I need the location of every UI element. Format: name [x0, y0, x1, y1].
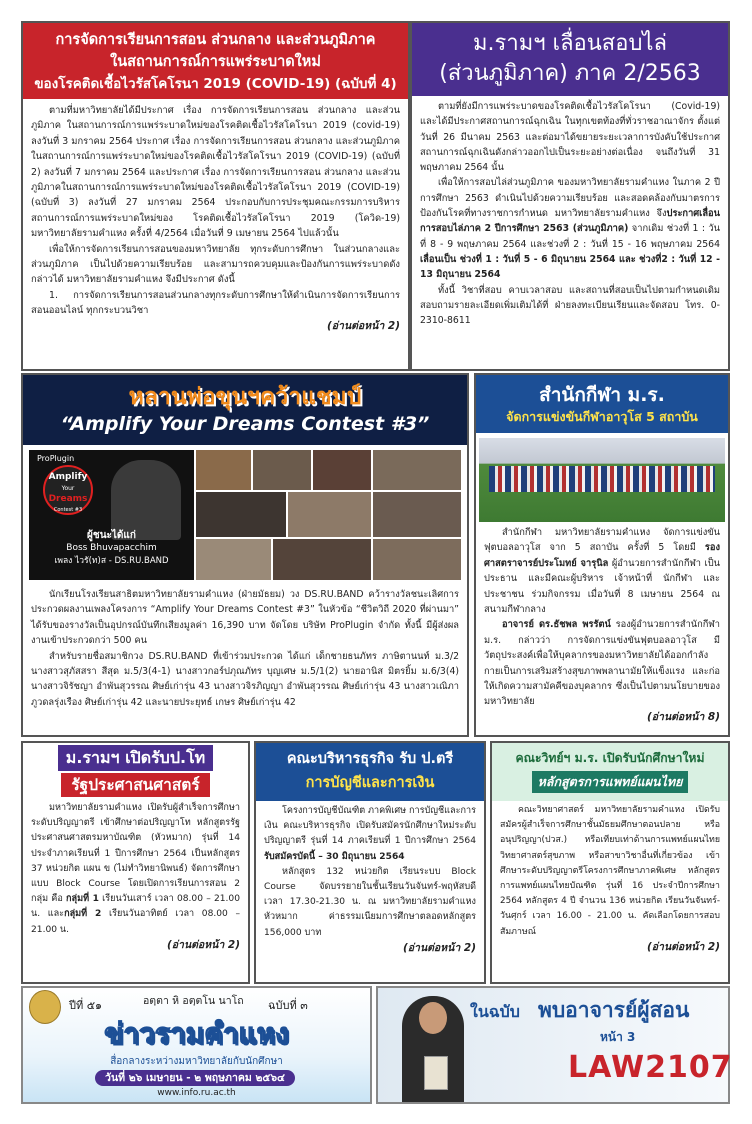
text-run: จากเดิม ช่วงที่ 1 : วันที่ 8 - 9 พฤษภาคม 2564 และช่วงที่ 2 : วันที่ 15 - 16 พฤษภาคม 2564	[420, 223, 720, 250]
article-covid-para-2: เพื่อให้การจัดการเรียนการสอนของมหาวิทยาลัย ทุกระดับการศึกษา ในส่วนกลางและส่วนภูมิภาค เป็นไปด้วยความเรียบร้อย และสามารถควบคุมและป้องกันการแพร่ระบาดดังกล่าวได้ มหาวิทยาลัยรามคำแหง จึงมีประกาศ ดังนี้	[31, 243, 400, 286]
article-public-admin-title-1: ม.รามฯ เปิดรับป.โท	[58, 745, 213, 771]
bold-run: เลื่อนเป็น ช่วงที่ 1 : วันที่ 5 - 6 มิถุนายน 2564 และ ช่วงที่2 : วันที่ 12 - 13 มิถุนายน 2564	[420, 253, 720, 281]
article-covid-para-1: ตามที่มหาวิทยาลัยได้มีประกาศ เรื่อง การจัดการเรียนการสอน ส่วนกลาง และส่วนภูมิภาค ในสถานการณ์การแพร่ระบาดใหม่ของโรคติดเชื้อไวรัสโคโรนา 2019 (covid-19) ลงวันที่ 3 มกราคม 2564 ประกาศ เรื่อง การจัดการเรียนการสอน ส่วนกลาง และส่วนภูมิภาคในสถานการณ์การแพร่ระบาดใหม่ของโรคติดเชื้อไวรัสโคโรนา 2019 (COVID-19) (ฉบับที่ 2) ลงวันที่ 7 มกราคม 2564 และประกาศ เรื่อง การจัดการเรียนการสอน ส่วนกลาง และส่วนภูมิภาคในสถานการณ์การแพร่ระบาดใหม่ของโรคติดเชื้อไวรัสโคโรนา 2019 (COVID-19) (ฉบับที่ 3) ลงวันที่ 27 มกราคม 2564 ประกอบกับการประชุมคณะกรรมการบริหารสถานการณ์การแพร่ระบาดใหม่ของ โรคติดเชื้อไวรัสโคโรนา 2019 (โควิด-19) มหาวิทยาลัยรามคำแหง ครั้งที่ 4/2564 เมื่อวันที่ 9 เมษายน 2564 ไปแล้วนั้น	[31, 105, 400, 240]
masthead-date: วันที่ ๒๖ เมษายน - ๒ พฤษภาคม ๒๕๖๔	[95, 1070, 295, 1086]
article-sports-para-2	[484, 617, 720, 709]
bold-run: ประกาศเลื่อนการสอบไล่ภาค 2 ปีการศึกษา 2563 (ส่วนภูมิภาค)	[420, 208, 720, 235]
poster-dreams: Dreams	[48, 494, 88, 504]
article-sports-header	[476, 375, 728, 433]
band-photo-3	[313, 450, 371, 490]
inside-course-code: LAW2107	[568, 1050, 733, 1085]
article-covid-title-1: การจัดการเรียนการสอน ส่วนกลาง และส่วนภูมิภาค	[55, 32, 376, 48]
band-photo-2	[253, 450, 311, 490]
article-business-title-2: การบัญชีและการเงิน	[305, 775, 435, 791]
article-public-admin	[21, 741, 250, 984]
band-photo-1	[196, 450, 251, 490]
text-run: มหาวิทยาลัยรามคำแหง เปิดรับผู้สำเร็จการศึกษาระดับปริญญาตรี เข้าศึกษาต่อปริญญาโท หลักสูตรรัฐประศาสนศาสตรมหาบัณฑิต (หัวหมาก) รุ่นที่ 14 ประจำภาคเรียนที่ 1 ปีการศึกษา 2564 เป็นหลักสูตร 37 หน่วยกิต แผน ข (ไม่ทำวิทยานิพนธ์) จัดการศึกษาแบบ Block Course โดยเปิดการเรียนการสอน 2 กลุ่ม คือ	[31, 803, 240, 905]
article-business-para-1	[264, 804, 476, 865]
band-photo-5	[196, 492, 286, 537]
bold-run: รับสมัครบัดนี้ – 30 มิถุนายน 2564	[264, 851, 405, 862]
article-public-admin-para-1	[31, 801, 240, 938]
bold-run: กลุ่มที่ 1	[66, 894, 99, 905]
masthead-web: www.info.ru.ac.th	[157, 1088, 236, 1098]
text-run: โครงการบัญชีบัณฑิต ภาคพิเศษ การบัญชีและการเงิน คณะบริหารธุรกิจ เปิดรับสมัครนักศึกษาใหม่ระดับปริญญาตรี รุ่นที่ 14 ภาคเรียนที่ 1 ปีการศึกษา 2564	[264, 806, 476, 847]
instructor-photo	[402, 996, 464, 1102]
article-public-admin-title-2: รัฐประศาสนศาสตร์	[61, 773, 209, 797]
band-photo-9	[273, 539, 371, 580]
instructor-book	[424, 1056, 448, 1090]
inside-label: ในฉบับ	[470, 1002, 520, 1021]
instructor-face	[419, 1002, 447, 1034]
continue-link[interactable]: (อ่านต่อหน้า 2)	[646, 940, 720, 953]
masthead-name: ข่าวรามคำแหง	[104, 1017, 289, 1050]
article-business	[254, 741, 486, 984]
article-covid-title-3: ของโรคติดเชื้อไวรัสโคโรนา 2019 (COVID-19) (ฉบับที่ 4)	[34, 76, 397, 92]
article-thai-medicine	[490, 741, 730, 984]
article-champion-para-1: นักเรียนโรงเรียนสาธิตมหาวิทยาลัยรามคำแหง (ฝ่ายมัธยม) วง DS.RU.BAND คว้ารางวัลชนะเลิศการประกวดผลงานเพลงโครงการ “Amplify Your Dreams Contest #3” ในหัวข้อ “ชีวิตวิถี 2020 ที่ผ่านมา” ได้รับของรางวัลเป็นอุปกรณ์บันทึกเสียงมูลค่า 16,390 บาท จัดโดย บริษัท ProPlugin จำกัด ทั้งนี้ มีผู้ส่งผลงานเข้าประกวดกว่า 500 คน	[31, 589, 459, 647]
text-run: เรียนวันเสาร์ เวลา 08.00 – 21.00 น. และ	[31, 894, 240, 920]
article-business-para-2: หลักสูตร 132 หน่วยกิต เรียนระบบ Block Course จัดบรรยายในชั้นเรียนวันจันทร์-พฤหัสบดี เวลา 17.30-21.30 น. ณ มหาวิทยาลัยรามคำแหง หัวหมาก ค่าธรรมเนียมการศึกษาตลอดหลักสูตร 156,000 บาท	[264, 866, 476, 938]
article-exam-para-1: ตามที่ยังมีการแพร่ระบาดของโรคติดเชื้อไวรัสโคโรนา (Covid-19) และได้มีประกาศสถานการณ์ฉุกเฉิน ในทุกเขตท้องที่ทั่วราชอาณาจักร ตั้งแต่วันที่ 26 มีนาคม 2563 และต่อมาได้ขยายระยะเวลาการบังคับใช้ประกาศสถานการณ์ฉุกเฉินดังกล่าวออกไปเป็นระยะอย่างต่อเนื่อง จนถึงวันที่ 31 พฤษภาคม 2564 นั้น	[420, 101, 720, 174]
article-sports-para-1	[484, 525, 720, 617]
article-champion	[21, 373, 469, 737]
masthead-issue: ฉบับที่ ๓	[268, 999, 308, 1012]
article-thai-medicine-header	[492, 743, 728, 801]
article-covid-teaching	[21, 21, 410, 371]
contest-poster	[29, 450, 194, 580]
poster-logo-circle	[43, 465, 93, 515]
inside-issue-panel	[376, 986, 733, 1104]
band-photo-8	[196, 539, 271, 580]
bold-run: อาจารย์ ดร.ธัชพล พรรัตน์	[502, 619, 611, 631]
article-exam-para-2	[420, 175, 720, 282]
masthead	[21, 986, 372, 1104]
article-thai-medicine-para-1: คณะวิทยาศาสตร์ มหาวิทยาลัยรามคำแหง เปิดรับสมัครผู้สำเร็จการศึกษาชั้นมัธยมศึกษาตอนปลาย หรืออนุปริญญา(ปวส.) หรือเทียบเท่าด้านการแพทย์แผนไทย วิทยาศาสตร์สุขภาพ หรือสาขาวิชาอื่นที่เกี่ยวข้อง เข้าศึกษาระดับปริญญาตรีโครงการศึกษาภาคพิเศษ หลักสูตรการแพทย์แผนไทยบัณฑิต รุ่นที่ 16 ประจำปีการศึกษา 2564 หลักสูตร 4 ปี จำนวน 136 หน่วยกิต เรียนวันจันทร์-วันศุกร์ เวลา 16.00 - 21.00 น. คัดเลือกโดยการสอบสัมภาษณ์	[500, 805, 720, 937]
football-team-photo	[479, 438, 725, 522]
inside-page: หน้า 3	[600, 1030, 636, 1044]
band-photo-6	[288, 492, 371, 537]
text-run: รองผู้อำนวยการสำนักกีฬา ม.ร. กล่าวว่า การจัดการแข่งขันฟุตบอลอาวุโส มีวัตถุประสงค์เพื่อให้บุคลากรของมหาวิทยาลัยได้ออกกำลังกายเป็นการเสริมสร้างสุขภาพพลานามัยให้แข็งแรง และก่อให้เกิดความสามัคคีของบุคลากร ซึ่งเป็นไปตามนโยบายของมหาวิทยาลัย	[484, 619, 720, 708]
article-sports-subtitle: จัดการแข่งขันกีฬาอาวุโส 5 สถาบัน	[506, 409, 698, 424]
inside-headline: พบอาจารย์ผู้สอน	[538, 998, 690, 1022]
poster-winner-block	[29, 528, 194, 567]
text-run: ผู้อำนวยการสำนักกีฬา เป็นประธาน และมีคณะผู้บริหาร เจ้าหน้าที่ นักกีฬา และประชาชน ร่วมกิจกรรม เมื่อวันที่ 8 เมษายน 2564 ณ สนามกีฬากลาง	[484, 557, 720, 616]
article-business-title-1: คณะบริหารธุรกิจ รับ ป.ตรี	[286, 751, 454, 767]
article-exam-postpone	[410, 21, 730, 371]
bold-run: กลุ่มที่ 2	[64, 909, 102, 920]
article-covid-para-3: 1. การจัดการเรียนการสอนส่วนกลางทุกระดับการศึกษาให้ดำเนินการจัดการเรียนการสอนออนไลน์ ทุกกระบวนวิชา	[31, 289, 400, 317]
poster-contest: Contest #3	[53, 507, 83, 513]
continue-link[interactable]: (อ่านต่อหน้า 2)	[326, 319, 400, 332]
article-exam-title-1: ม.รามฯ เลื่อนสอบไล่	[473, 31, 667, 56]
poster-your: Your	[61, 485, 75, 492]
winner-name: Boss Bhuvapacchim	[66, 543, 157, 553]
article-champion-subtitle: “Amplify Your Dreams Contest #3”	[60, 413, 430, 435]
article-exam-para-3: ทั้งนี้ วิชาที่สอบ คาบเวลาสอบ และสถานที่สอบเป็นไปตามกำหนดเดิม สอบถามรายละเอียดเพิ่มเติมได้ที่ ฝ่ายลงทะเบียนเรียนและจัดสอบ โทร. 0-2310-8611	[420, 284, 720, 327]
article-thai-medicine-title-1: คณะวิทย์ฯ ม.ร. เปิดรับนักศึกษาใหม่	[515, 751, 705, 765]
article-champion-title: หลานพ่อขุนฯคว้าแชมป์	[128, 384, 362, 410]
band-photo-10	[373, 539, 461, 580]
masthead-year: ปีที่ ๕๑	[69, 999, 103, 1012]
masthead-motto: อตฺตา หิ อตฺตโน นาโถ	[143, 995, 244, 1007]
continue-link[interactable]: (อ่านต่อหน้า 8)	[646, 710, 720, 723]
bold-run: รองศาสตราจารย์ประโมทย์ จารุนิล	[484, 542, 720, 569]
poster-amplify: Amplify	[48, 472, 88, 482]
continue-link[interactable]: (อ่านต่อหน้า 2)	[402, 941, 476, 954]
article-champion-header	[23, 375, 467, 445]
article-business-header	[256, 743, 484, 801]
article-champion-para-2: สำหรับรายชื่อสมาชิกวง DS.RU.BAND ที่เข้าร่วมประกวด ได้แก่ เด็กชายธนภัทร ภาษิตานนท์ ม.3/2 นางสาวสุภัสสรา สีสุด ม.5/3(4-1) นางสาวกอร์ปภุณภัทร บุญเศษ ม.5/1(2) นายอานิส มิตรยิ้ม ม.6/3(4) นางสาวจิรัชญา อำพันสุวรรณ ศิษย์เก่ารุ่น 43 นางสาวจิรภิญญา อำพันสุวรรณ ศิษย์เก่ารุ่น 43 นางสาวเณิภา ภูวดลรุ่งเรือง ศิษย์เก่ารุ่น 42 และนายประยุทธ์ เกษร ศิษย์เก่ารุ่น 42	[31, 650, 459, 708]
article-sports-title: สำนักกีฬา ม.ร.	[539, 384, 665, 406]
poster-brand: ProPlugin	[37, 454, 75, 463]
article-exam-header	[412, 23, 728, 96]
band-photo-7	[373, 492, 461, 537]
article-thai-medicine-title-2: หลักสูตรการแพทย์แผนไทย	[532, 771, 689, 793]
masthead-tagline: สื่อกลางระหว่างมหาวิทยาลัยกับนักศึกษา	[110, 1056, 283, 1067]
text-run: เรียนวันอาทิตย์ เวลา 08.00 – 21.00 น.	[31, 909, 240, 935]
winner-label: ผู้ชนะได้แก่	[87, 530, 136, 541]
article-exam-title-2: (ส่วนภูมิภาค) ภาค 2/2563	[439, 61, 701, 86]
article-public-admin-header	[23, 743, 248, 801]
article-sports	[474, 373, 730, 737]
winner-song: เพลง ไวรั(ท)ส - DS.RU.BAND	[54, 556, 169, 566]
text-run: เพื่อให้การสอบไล่ส่วนภูมิภาค ของมหาวิทยาลัยรามคำแหง ในภาค 2 ปีการศึกษา 2563 ดำเนินไปด้วยความเรียบร้อย และสอดคล้องกับมาตรการป้องกันโรคที่ทางราชการกำหนด มหาวิทยาลัยรามคำแหง จึง	[420, 177, 720, 220]
article-covid-title-2: ในสถานการณ์การแพร่ระบาดใหม่	[110, 54, 321, 70]
article-covid-header	[23, 23, 408, 99]
text-run: สำนักกีฬา มหาวิทยาลัยรามคำแหง จัดการแข่งขันฟุตบอลอาวุโส จาก 5 สถาบัน ครั้งที่ 5 โดยมี	[484, 527, 720, 554]
continue-link[interactable]: (อ่านต่อหน้า 2)	[166, 938, 240, 951]
band-photo-4	[373, 450, 461, 490]
team-line	[489, 466, 715, 492]
